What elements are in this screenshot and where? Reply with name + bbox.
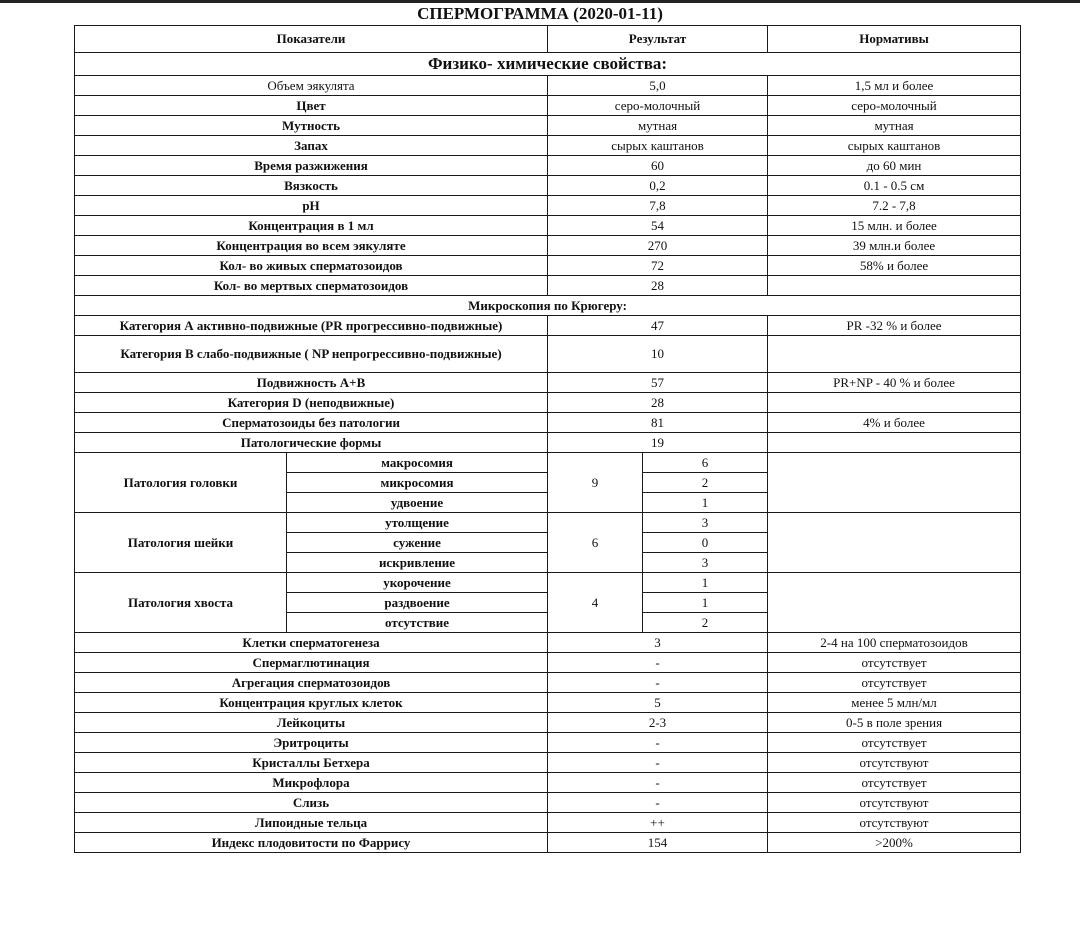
indicator-label: Эритроциты	[75, 733, 548, 753]
result-value: 54	[548, 216, 768, 236]
norm-value: 15 млн. и более	[768, 216, 1021, 236]
table-row	[75, 713, 1021, 733]
indicator-label: Концентрация круглых клеток	[75, 693, 548, 713]
pathology-norm-empty	[768, 513, 1021, 573]
indicator-label: Концентрация в 1 мл	[75, 216, 548, 236]
pathology-row	[75, 573, 1021, 593]
norm-value: менее 5 млн/мл	[768, 693, 1021, 713]
norm-value: отсутствует	[768, 773, 1021, 793]
pathology-norm-empty	[768, 573, 1021, 633]
result-value: 81	[548, 413, 768, 433]
result-value: 72	[548, 256, 768, 276]
pathology-group-label: Патология хвоста	[75, 573, 287, 633]
result-value: 28	[548, 276, 768, 296]
indicator-label: Клетки сперматогенеза	[75, 633, 548, 653]
result-value: 5	[548, 693, 768, 713]
table-body	[75, 26, 1021, 853]
pathology-item-value: 2	[643, 473, 768, 493]
section-physchem-title: Физико- химические свойства:	[75, 53, 1021, 76]
pathology-group-total: 6	[548, 513, 643, 573]
pathology-item-value: 1	[643, 593, 768, 613]
indicator-label: Спермаглютинация	[75, 653, 548, 673]
result-value: мутная	[548, 116, 768, 136]
norm-value: отсутствуют	[768, 813, 1021, 833]
indicator-label: Липоидные тельца	[75, 813, 548, 833]
pathology-item-value: 3	[643, 513, 768, 533]
table-row	[75, 833, 1021, 853]
table-row	[75, 673, 1021, 693]
indicator-label: Патологические формы	[75, 433, 548, 453]
table-row	[75, 733, 1021, 753]
indicator-label: Сперматозоиды без патологии	[75, 413, 548, 433]
pathology-item-value: 6	[643, 453, 768, 473]
result-value: 3	[548, 633, 768, 653]
header-row	[75, 26, 1021, 53]
norm-value: 4% и более	[768, 413, 1021, 433]
table-row	[75, 276, 1021, 296]
pathology-item-name: отсутствие	[287, 613, 548, 633]
norm-value: отсутствуют	[768, 793, 1021, 813]
pathology-row	[75, 453, 1021, 473]
result-value: -	[548, 753, 768, 773]
pathology-item-value: 0	[643, 533, 768, 553]
indicator-label: Индекс плодовитости по Фаррису	[75, 833, 548, 853]
pathology-item-name: укорочение	[287, 573, 548, 593]
indicator-label: Кол- во мертвых сперматозоидов	[75, 276, 548, 296]
result-value: -	[548, 733, 768, 753]
indicator-label: Категория В слабо-подвижные ( NP непрогрессивно-подвижные)	[75, 336, 548, 373]
indicator-label: Объем эякулята	[75, 76, 548, 96]
result-value: 10	[548, 336, 768, 373]
pathology-group-total: 9	[548, 453, 643, 513]
table-row	[75, 413, 1021, 433]
indicator-label: pH	[75, 196, 548, 216]
indicator-label: Лейкоциты	[75, 713, 548, 733]
norm-value: PR+NP - 40 % и более	[768, 373, 1021, 393]
norm-value	[768, 433, 1021, 453]
norm-value	[768, 336, 1021, 373]
table-row	[75, 793, 1021, 813]
indicator-label: Кол- во живых сперматозоидов	[75, 256, 548, 276]
table-row	[75, 633, 1021, 653]
norm-value: до 60 мин	[768, 156, 1021, 176]
table-row	[75, 773, 1021, 793]
indicator-label: Слизь	[75, 793, 548, 813]
norm-value	[768, 393, 1021, 413]
result-value: 2-3	[548, 713, 768, 733]
table-row	[75, 753, 1021, 773]
pathology-item-name: искривление	[287, 553, 548, 573]
norm-value: PR -32 % и более	[768, 316, 1021, 336]
norm-value: 7.2 - 7,8	[768, 196, 1021, 216]
norm-value: мутная	[768, 116, 1021, 136]
pathology-item-value: 3	[643, 553, 768, 573]
pathology-item-value: 2	[643, 613, 768, 633]
norm-value: 0-5 в поле зрения	[768, 713, 1021, 733]
result-value: 0,2	[548, 176, 768, 196]
indicator-label: Категория D (неподвижные)	[75, 393, 548, 413]
result-value: 47	[548, 316, 768, 336]
pathology-item-name: утолщение	[287, 513, 548, 533]
result-value: 7,8	[548, 196, 768, 216]
header-indicator: Показатели	[75, 26, 548, 53]
table-row	[75, 96, 1021, 116]
norm-value: серо-молочный	[768, 96, 1021, 116]
table-row	[75, 693, 1021, 713]
table-row	[75, 336, 1021, 373]
norm-value: сырых каштанов	[768, 136, 1021, 156]
table-row	[75, 156, 1021, 176]
indicator-label: Концентрация во всем эякуляте	[75, 236, 548, 256]
table-row	[75, 216, 1021, 236]
norm-value: 2-4 на 100 сперматозоидов	[768, 633, 1021, 653]
table-row	[75, 256, 1021, 276]
pathology-item-name: сужение	[287, 533, 548, 553]
norm-value: 58% и более	[768, 256, 1021, 276]
pathology-group-label: Патология головки	[75, 453, 287, 513]
table-row	[75, 236, 1021, 256]
table-row	[75, 136, 1021, 156]
pathology-item-name: удвоение	[287, 493, 548, 513]
result-value: -	[548, 673, 768, 693]
result-value: сырых каштанов	[548, 136, 768, 156]
pathology-item-name: макросомия	[287, 453, 548, 473]
norm-value: 0.1 - 0.5 см	[768, 176, 1021, 196]
result-value: 19	[548, 433, 768, 453]
result-value: 60	[548, 156, 768, 176]
result-value: 5,0	[548, 76, 768, 96]
result-value: 57	[548, 373, 768, 393]
spermogram-table	[74, 25, 1021, 853]
pathology-group-total: 4	[548, 573, 643, 633]
indicator-label: Кристаллы Бетхера	[75, 753, 548, 773]
result-value: 270	[548, 236, 768, 256]
table-row	[75, 433, 1021, 453]
result-value: -	[548, 653, 768, 673]
norm-value: 39 млн.и более	[768, 236, 1021, 256]
norm-value: отсутствует	[768, 653, 1021, 673]
table-row	[75, 393, 1021, 413]
pathology-item-name: микросомия	[287, 473, 548, 493]
norm-value	[768, 276, 1021, 296]
norm-value: 1,5 мл и более	[768, 76, 1021, 96]
indicator-label: Вязкость	[75, 176, 548, 196]
result-value: -	[548, 793, 768, 813]
section-microscopy-title: Микроскопия по Крюгеру:	[75, 296, 1021, 316]
indicator-label: Категория А активно-подвижные (PR прогрессивно-подвижные)	[75, 316, 548, 336]
pathology-row	[75, 513, 1021, 533]
norm-value: отсутствуют	[768, 753, 1021, 773]
table-row	[75, 813, 1021, 833]
result-value: серо-молочный	[548, 96, 768, 116]
header-result: Результат	[548, 26, 768, 53]
pathology-group-label: Патология шейки	[75, 513, 287, 573]
document-title: СПЕРМОГРАММА (2020-01-11)	[417, 4, 663, 23]
result-value: -	[548, 773, 768, 793]
pathology-item-name: раздвоение	[287, 593, 548, 613]
indicator-label: Агрегация сперматозоидов	[75, 673, 548, 693]
norm-value: отсутствует	[768, 673, 1021, 693]
section-physchem-row	[75, 53, 1021, 76]
table-row	[75, 116, 1021, 136]
pathology-norm-empty	[768, 453, 1021, 513]
norm-value: отсутствует	[768, 733, 1021, 753]
top-rule	[0, 0, 1080, 3]
indicator-label: Запах	[75, 136, 548, 156]
indicator-label: Подвижность А+В	[75, 373, 548, 393]
table-row	[75, 316, 1021, 336]
pathology-item-value: 1	[643, 493, 768, 513]
pathology-item-value: 1	[643, 573, 768, 593]
indicator-label: Цвет	[75, 96, 548, 116]
result-value: 154	[548, 833, 768, 853]
table-row	[75, 176, 1021, 196]
section-microscopy-row	[75, 296, 1021, 316]
table-row	[75, 196, 1021, 216]
indicator-label: Мутность	[75, 116, 548, 136]
table-row	[75, 76, 1021, 96]
result-value: 28	[548, 393, 768, 413]
result-value: ++	[548, 813, 768, 833]
indicator-label: Время разжижения	[75, 156, 548, 176]
table-row	[75, 373, 1021, 393]
header-norm: Нормативы	[768, 26, 1021, 53]
norm-value: >200%	[768, 833, 1021, 853]
indicator-label: Микрофлора	[75, 773, 548, 793]
table-row	[75, 653, 1021, 673]
